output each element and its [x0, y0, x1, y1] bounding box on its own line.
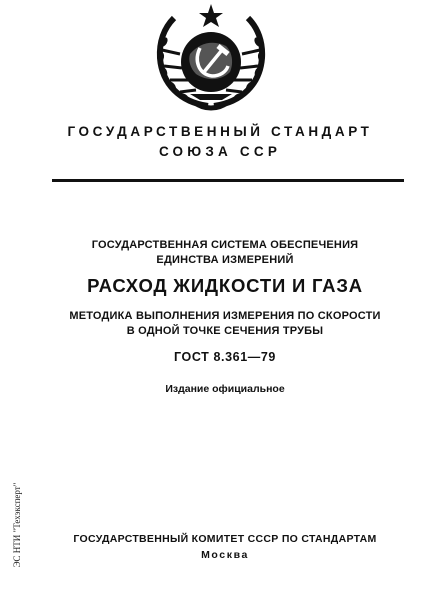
- ussr-state-emblem-icon: [150, 2, 272, 114]
- system-heading: [60, 238, 390, 268]
- horizontal-rule: [52, 179, 404, 182]
- system-heading-line-1: ГОСУДАРСТВЕННАЯ СИСТЕМА ОБЕСПЕЧЕНИЯ: [91, 239, 359, 251]
- document-title: РАСХОД ЖИДКОСТИ И ГАЗА: [87, 275, 363, 296]
- publication-city: Москва: [201, 549, 249, 561]
- document-subtitle: [60, 309, 390, 339]
- document-subtitle-line-1: МЕТОДИКА ВЫПОЛНЕНИЯ ИЗМЕРЕНИЯ ПО СКОРОСТИ: [69, 310, 381, 322]
- side-stamp: ЭС НТИ "Техэксперт": [12, 482, 22, 568]
- document-subtitle-line-2: В ОДНОЙ ТОЧКЕ СЕЧЕНИЯ ТРУБЫ: [126, 325, 324, 337]
- committee-name: ГОСУДАРСТВЕННЫЙ КОМИТЕТ СССР ПО СТАНДАРТАМ: [73, 533, 377, 545]
- gost-number: ГОСТ 8.361—79: [174, 350, 276, 364]
- edition-label: Издание официальное: [165, 383, 285, 395]
- system-heading-line-2: ЕДИНСТВА ИЗМЕРЕНИЙ: [156, 254, 294, 266]
- standard-title-line-2: СОЮЗА ССР: [158, 144, 282, 159]
- standard-title-line-1: ГОСУДАРСТВЕННЫЙ СТАНДАРТ: [67, 124, 373, 139]
